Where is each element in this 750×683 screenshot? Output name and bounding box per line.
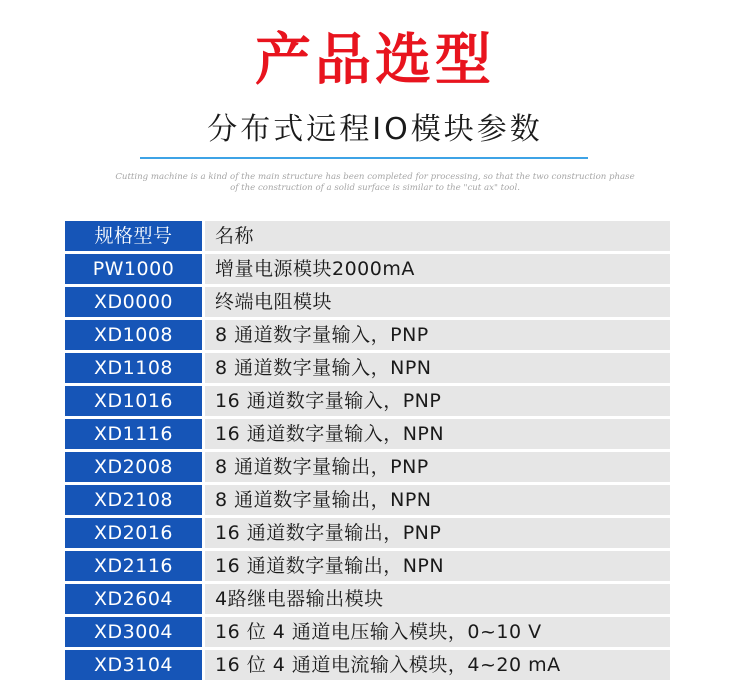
model-name-cell: 8 通道数字量输出，NPN [205,485,670,515]
page-subtitle: 分布式远程IO模块参数 [207,112,543,147]
table-row [65,551,670,581]
table-row [65,650,670,680]
table-row [65,518,670,548]
model-code-cell: XD1016 [65,386,202,416]
model-name-cell: 增量电源模块2000mA [205,254,670,284]
model-name-cell: 8 通道数字量输入，PNP [205,320,670,350]
title-divider [140,157,588,159]
table-row [65,287,670,317]
model-code-cell: XD1008 [65,320,202,350]
model-name-cell: 终端电阻模块 [205,287,670,317]
model-name-cell: 16 通道数字量输入，PNP [205,386,670,416]
model-name-cell: 16 位 4 通道电压输入模块，0~10 V [205,617,670,647]
model-name-cell: 8 通道数字量输入，NPN [205,353,670,383]
description-text: Cutting machine is a kind of the main structure has been completed for processing, so that the two construction phase of the construction of a solid surface is similar to the "cut ax" tool. [115,172,635,193]
table-row [65,386,670,416]
model-code-cell: XD0000 [65,287,202,317]
model-code-cell: XD2008 [65,452,202,482]
table-row [65,419,670,449]
table-row [65,254,670,284]
table-row [65,452,670,482]
page-title: 产品选型 [255,28,495,93]
model-code-cell: PW1000 [65,254,202,284]
header-name-cell: 名称 [205,221,670,251]
model-code-cell: XD2108 [65,485,202,515]
model-code-cell: XD1108 [65,353,202,383]
model-code-cell: XD2116 [65,551,202,581]
model-name-cell: 16 通道数字量输出，PNP [205,518,670,548]
table-row [65,353,670,383]
model-name-cell: 8 通道数字量输出，PNP [205,452,670,482]
table-row [65,320,670,350]
model-code-cell: XD1116 [65,419,202,449]
header-code-cell: 规格型号 [65,221,202,251]
model-name-cell: 4路继电器输出模块 [205,584,670,614]
model-code-cell: XD3004 [65,617,202,647]
model-name-cell: 16 通道数字量输出，NPN [205,551,670,581]
model-code-cell: XD2016 [65,518,202,548]
model-code-cell: XD2604 [65,584,202,614]
table-row [65,584,670,614]
model-code-cell: XD3104 [65,650,202,680]
table-row [65,617,670,647]
table-header-row [65,221,670,251]
model-name-cell: 16 通道数字量输入，NPN [205,419,670,449]
table-row [65,485,670,515]
spec-table [65,221,670,683]
model-name-cell: 16 位 4 通道电流输入模块，4~20 mA [205,650,670,680]
